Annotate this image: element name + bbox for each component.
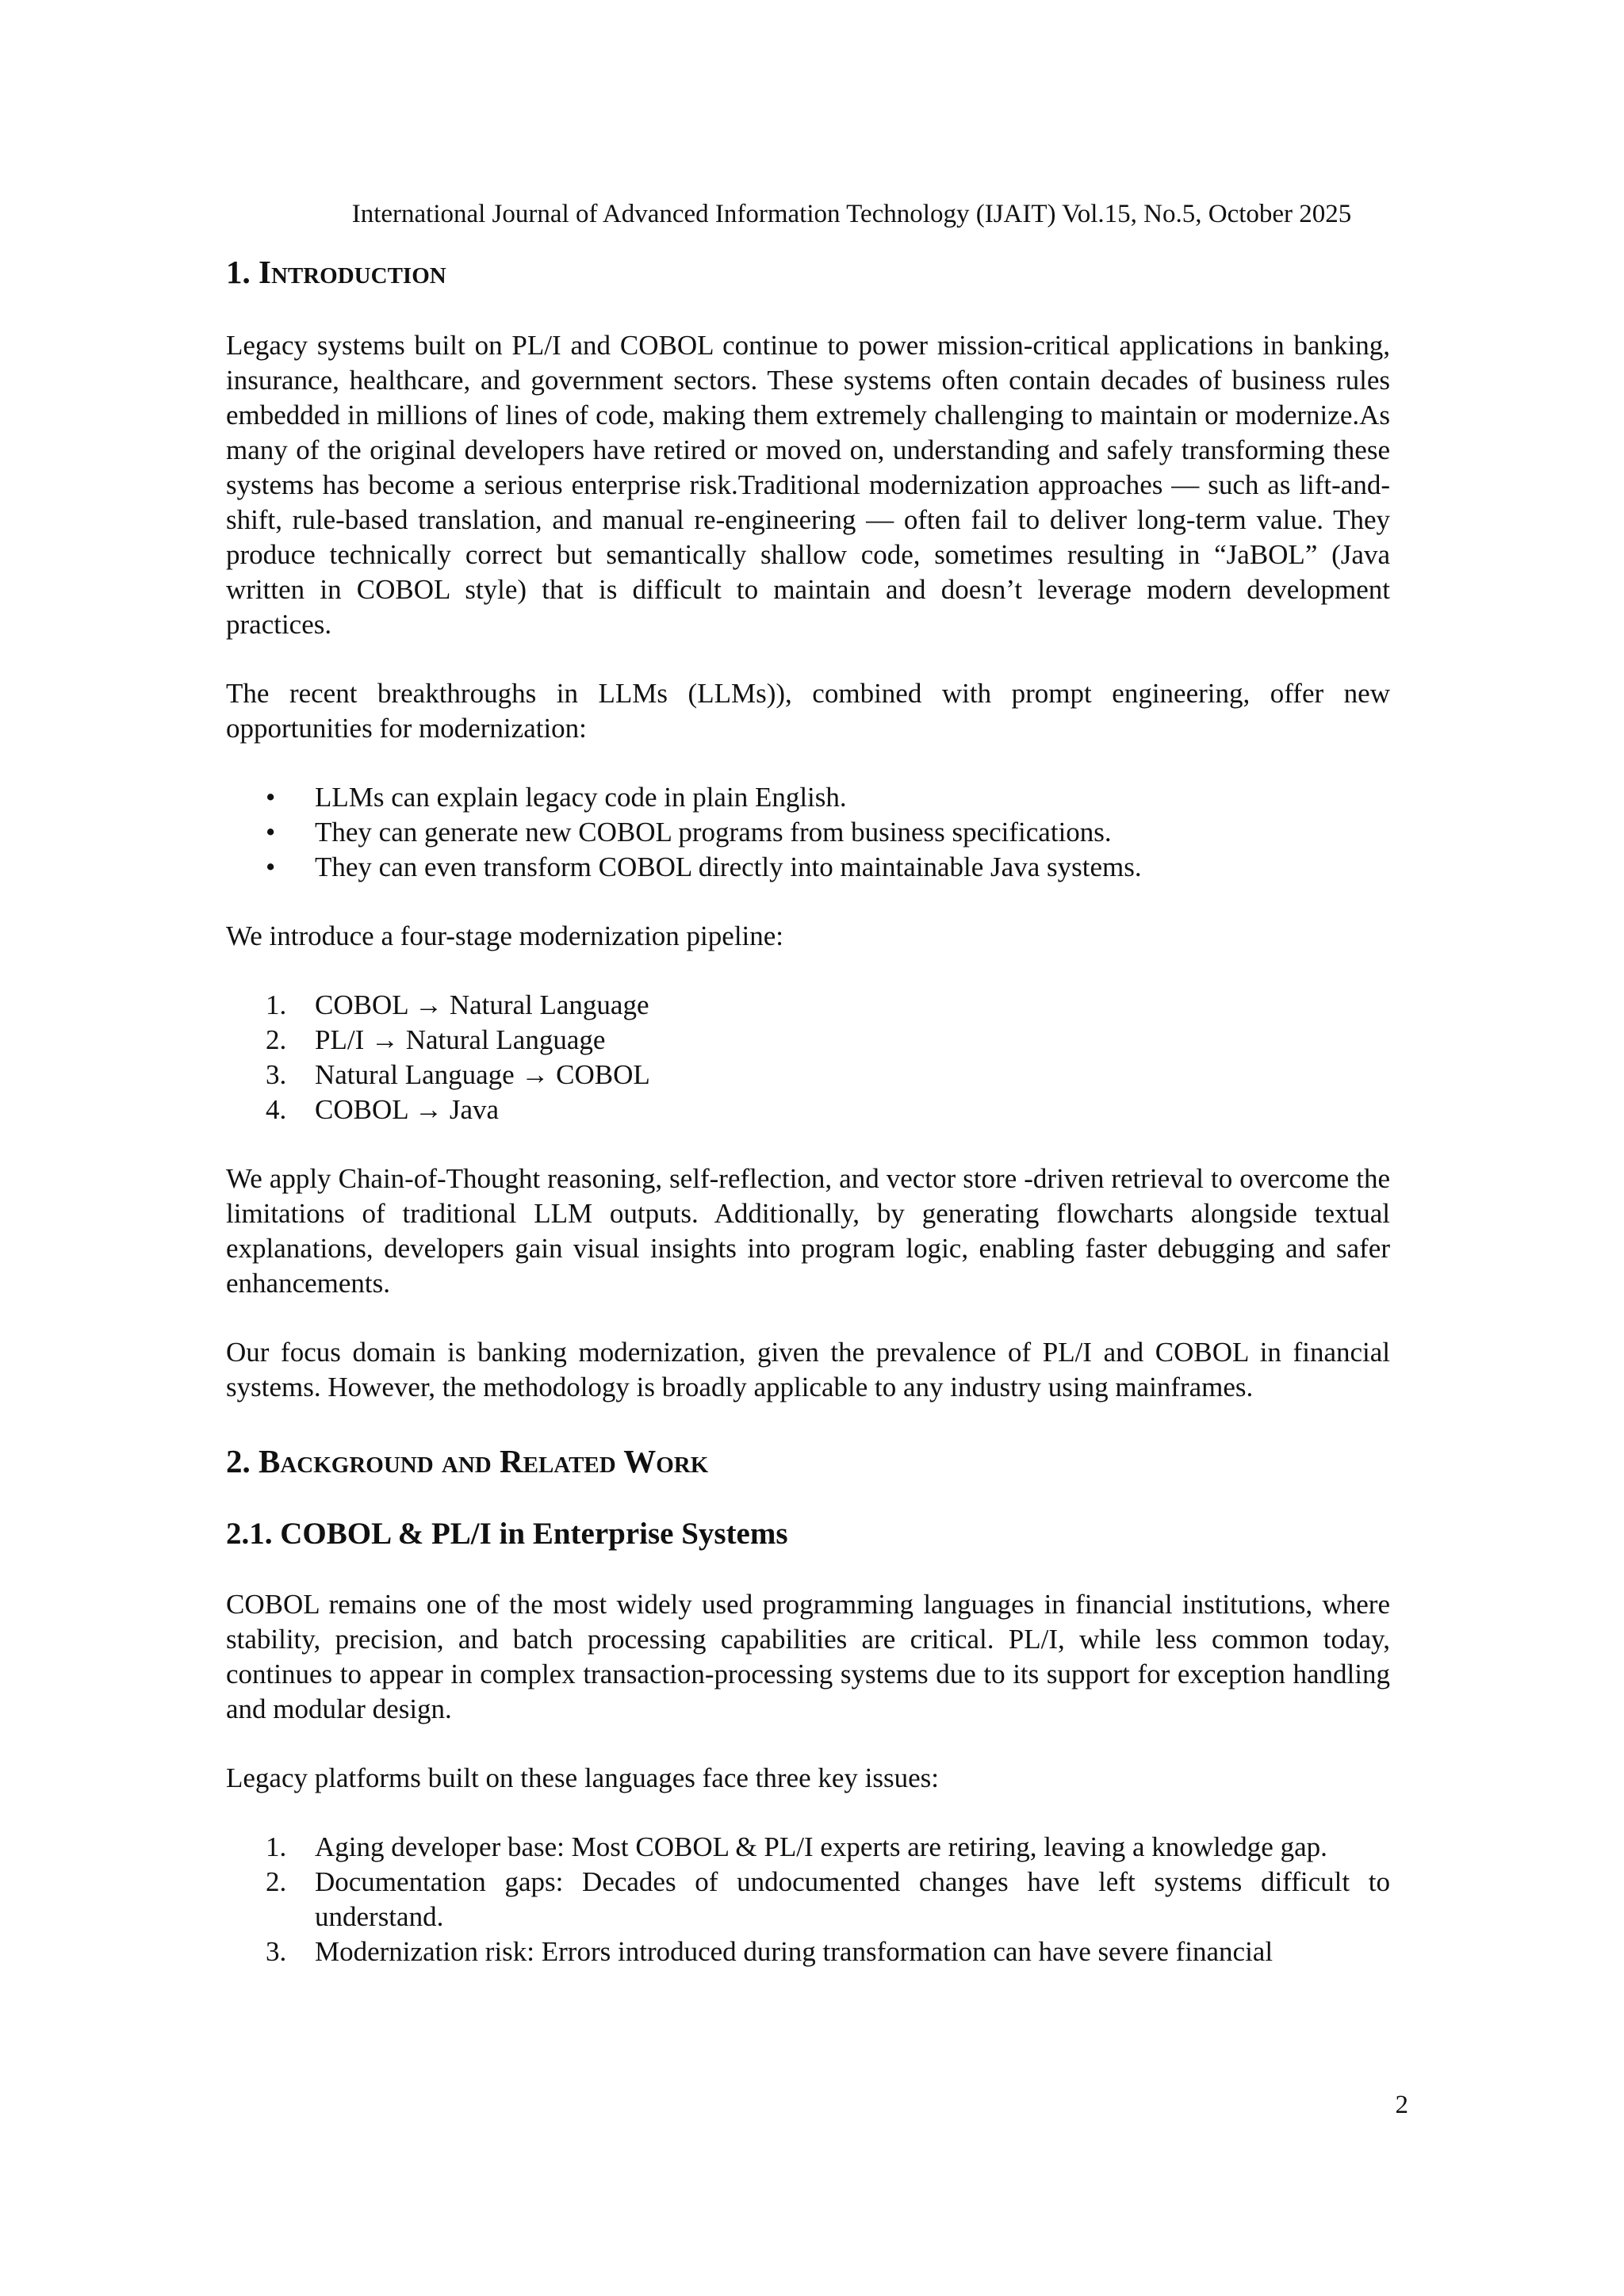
list-item: 3. Modernization risk: Errors introduced during transformation can have severe financial <box>266 1936 1274 1967</box>
list-item: 1. Aging developer base: Most COBOL & PL/I experts are retiring, leaving a knowledge gap. <box>266 1831 1327 1862</box>
intro-paragraph-4: We apply Chain-of-Thought reasoning, self-reflection, and vector store -driven retrieval to overcome the limitations of traditional LLM outputs. Additionally, by generating flowcharts alongside textual explanations, developers gain visual insights into program logic, enabling faster debugging and safer enhancements. <box>226 1163 1390 1299</box>
pipeline-list <box>226 988 1390 1127</box>
section-heading-background: 2. Background and Related Work <box>226 1443 709 1479</box>
list-item: • LLMs can explain legacy code in plain English. <box>226 780 1390 815</box>
bullet-icon: • <box>266 782 276 813</box>
background-paragraph-2: Legacy platforms built on these languages face three key issues: <box>226 1762 939 1793</box>
background-paragraph-1: COBOL remains one of the most widely used programming languages in financial institutions, where stability, precision, and batch processing capabilities are critical. PL/I, while less common today, continues to appear in complex transaction-processing systems due to its support for exception handling and modular design. <box>226 1589 1390 1724</box>
section-heading-introduction: 1. Introduction <box>226 254 446 290</box>
list-item: 1. COBOL → Natural Language <box>266 989 649 1020</box>
list-item: 2. Documentation gaps: Decades of undocumented changes have left systems difficult to understand. <box>266 1866 1390 1932</box>
intro-paragraph-2: The recent breakthroughs in LLMs (LLMs)), combined with prompt engineering, offer new opportunities for modernization: <box>226 678 1390 744</box>
list-item: • They can even transform COBOL directly into maintainable Java systems. <box>226 850 1390 885</box>
list-item: 3. Natural Language → COBOL <box>266 1059 650 1090</box>
page-content <box>226 252 1390 1969</box>
subsection-heading-cobol-pli: 2.1. COBOL & PL/I in Enterprise Systems <box>226 1517 788 1551</box>
bullet-icon: • <box>266 851 276 882</box>
intro-paragraph-1: Legacy systems built on PL/I and COBOL continue to power mission-critical applications in banking, insurance, healthcare, and government sectors. These systems often contain decades of business rules embedded in millions of lines of code, making them extremely challenging to maintain or modernize.As many of the original developers have retired or moved on, understanding and safely transforming these systems has become a serious enterprise risk.Traditional modernization approaches — such as lift-and-shift, rule-based translation, and manual re-engineering — often fail to deliver long-term value. They produce technically correct but semantically shallow code, sometimes resulting in “JaBOL” (Java written in COBOL style) that is difficult to maintain and doesn’t leverage modern development practices. <box>226 330 1390 640</box>
list-item: • They can generate new COBOL programs from business specifications. <box>226 815 1390 850</box>
list-item: 2. PL/I → Natural Language <box>266 1024 606 1055</box>
llm-capabilities-list <box>226 780 1390 885</box>
bullet-icon: • <box>266 817 276 848</box>
page-number: 2 <box>1395 2091 1408 2119</box>
key-issues-list <box>226 1830 1390 1969</box>
list-item: 4. COBOL → Java <box>266 1094 500 1125</box>
running-header: International Journal of Advanced Information Technology (IJAIT) Vol.15, No.5, October 2025 <box>351 200 1352 228</box>
intro-paragraph-5: Our focus domain is banking modernization, given the prevalence of PL/I and COBOL in financial systems. However, the methodology is broadly applicable to any industry using mainframes. <box>226 1337 1390 1402</box>
intro-paragraph-3: We introduce a four-stage modernization pipeline: <box>226 920 784 951</box>
